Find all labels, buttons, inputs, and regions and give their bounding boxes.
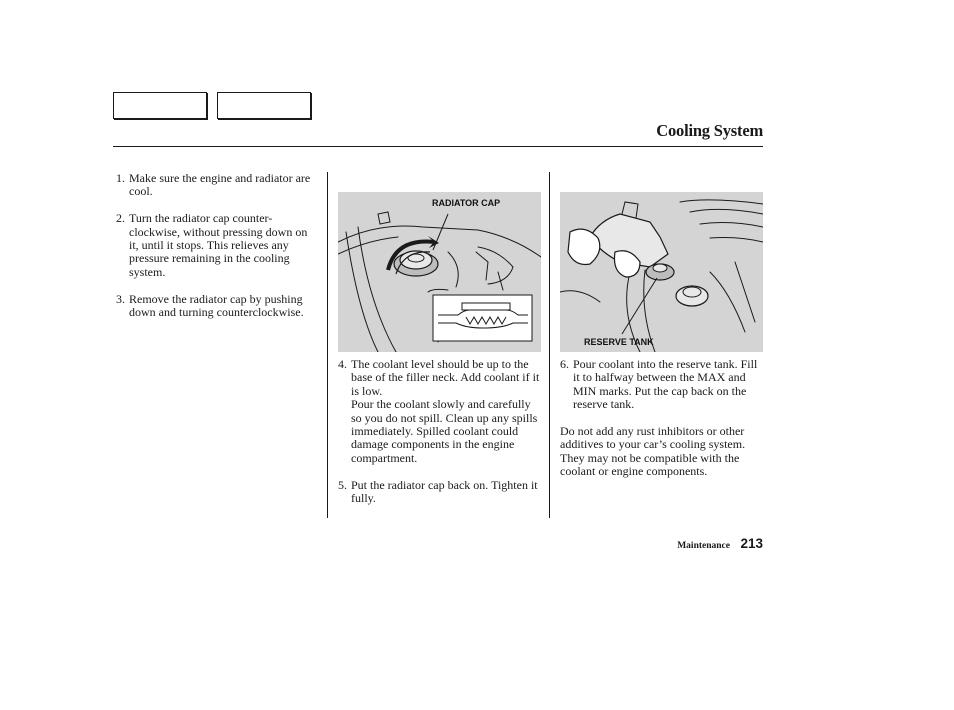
step-text: Pour coolant into the reserve tank. Fill it to halfway between the MAX and MIN marks. Put the cap back on the reserve tank. (573, 357, 758, 412)
column-divider (327, 172, 328, 518)
nav-button-1[interactable] (113, 92, 207, 119)
step-list (338, 358, 542, 505)
step-5 (338, 479, 542, 506)
step-number: 2. (116, 211, 125, 226)
column-divider (549, 172, 550, 518)
step-text: The coolant level should be up to the base of the filler neck. Add coolant if it is low. (351, 357, 540, 398)
nav-button-2[interactable] (217, 92, 311, 119)
step-3 (116, 293, 316, 320)
step-text-extra: Pour the coolant slowly and carefully so you do not spill. Clean up any spills immediately. Spilled coolant could damage components in the engine compartment. (351, 397, 538, 465)
step-number: 3. (116, 291, 125, 306)
footer-section: Maintenance (677, 541, 730, 551)
step-text: Remove the radiator cap by pushing down and turning counterclockwise. (129, 291, 304, 320)
step-list (116, 172, 316, 319)
step-4 (338, 358, 542, 465)
reserve-tank-drawing (560, 192, 763, 352)
header-rule (113, 146, 763, 147)
step-2 (116, 212, 316, 279)
step-6 (560, 358, 764, 412)
step-text: Put the radiator cap back on. Tighten it fully. (351, 477, 538, 506)
step-text: Make sure the engine and radiator are cool. (129, 171, 311, 199)
step-number: 4. (338, 357, 347, 371)
step-list (560, 358, 764, 412)
caution-note: Do not add any rust inhibitors or other additives to your car’s cooling system. They may not be compatible with the coolant or engine components. (560, 424, 746, 479)
step-number: 5. (338, 477, 347, 492)
instruction-column-1 (116, 172, 316, 333)
reserve-tank-illustration (560, 192, 763, 352)
step-text: Turn the radiator cap counter-clockwise, without pressing down on it, until it stops. This relieves any pressure remaining in the cooling system. (129, 211, 308, 279)
instruction-column-3 (560, 358, 764, 479)
step-number: 1. (116, 171, 125, 185)
radiator-cap-illustration (338, 192, 541, 352)
step-number: 6. (560, 357, 569, 371)
step-1 (116, 172, 316, 199)
radiator-cap-drawing (338, 192, 541, 352)
instruction-column-2 (338, 358, 542, 519)
page-title: Cooling System (656, 121, 763, 140)
page-number: 213 (740, 536, 763, 551)
reserve-tank-label: RESERVE TANK (584, 337, 654, 347)
radiator-cap-label: RADIATOR CAP (432, 198, 501, 208)
